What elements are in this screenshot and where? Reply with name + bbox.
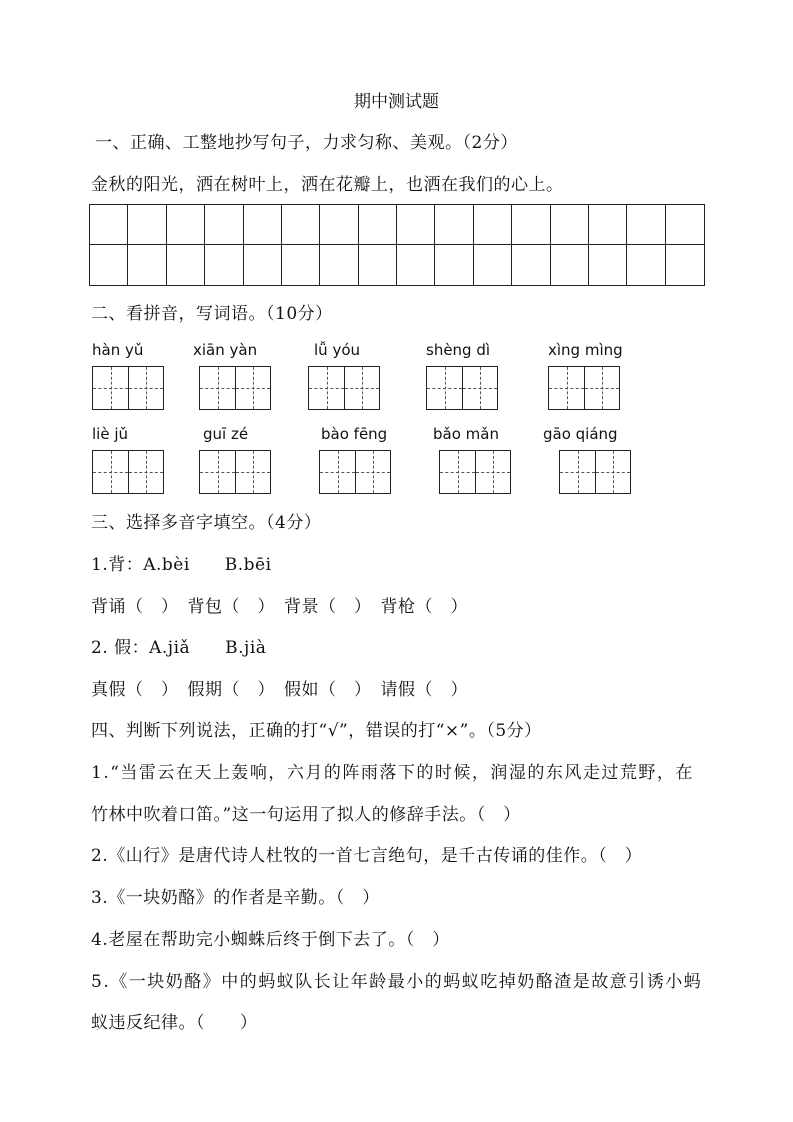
pinyin-label: hàn yǔ (92, 341, 144, 359)
tianzige-boxes[interactable] (439, 450, 511, 494)
copy-writing-grid[interactable] (89, 204, 705, 286)
section4-item: 蚁违反纪律。（ ） (91, 1013, 258, 1033)
section3-heading: 三、选择多音字填空。（4分） (91, 513, 322, 533)
section2-heading: 二、看拼音，写词语。（10分） (91, 304, 333, 324)
section4-item: 5.《一块奶酪》中的蚂蚁队长让年龄最小的蚂蚁吃掉奶酪渣是故意引诱小蚂 (91, 972, 703, 992)
tianzige-boxes[interactable] (308, 366, 380, 410)
pinyin-label: guī zé (203, 425, 249, 443)
pinyin-word (433, 425, 499, 443)
section1-sentence: 金秋的阳光，洒在树叶上，洒在花瓣上，也洒在我们的心上。 (91, 175, 564, 195)
pinyin-word (543, 425, 618, 443)
pinyin-label: gāo qiáng (543, 425, 618, 443)
section3-q2-options: 真假（ ） 假期（ ） 假如（ ） 请假（ ） (91, 680, 468, 700)
tianzige-boxes[interactable] (199, 450, 271, 494)
tianzige-boxes[interactable] (548, 366, 620, 410)
page-title: 期中测试题 (354, 92, 439, 112)
section4-item: 2.《山行》是唐代诗人杜牧的一首七言绝句，是千古传诵的佳作。（ ） (91, 846, 643, 866)
section3-q2: 2. 假：A.jiǎ B.jià (91, 638, 267, 658)
tianzige-boxes[interactable] (199, 366, 271, 410)
section4-item: 4.老屋在帮助完小蜘蛛后终于倒下去了。（ ） (91, 930, 450, 950)
section4-heading: 四、判断下列说法，正确的打“√”，错误的打“×”。（5分） (91, 721, 542, 741)
pinyin-word (548, 341, 623, 359)
section1-heading: 一、正确、工整地抄写句子，力求匀称、美观。（2分） (95, 133, 518, 153)
pinyin-label: shèng dì (426, 341, 491, 359)
pinyin-word (92, 425, 128, 443)
pinyin-word (193, 341, 257, 359)
pinyin-label: xiān yàn (193, 341, 258, 359)
tianzige-boxes[interactable] (319, 450, 391, 494)
pinyin-label: bào fēng (321, 425, 388, 443)
pinyin-word (321, 425, 387, 443)
pinyin-word (92, 341, 143, 359)
section4-item: 3.《一块奶酪》的作者是辛勤。（ ） (91, 888, 380, 908)
tianzige-boxes[interactable] (92, 450, 164, 494)
pinyin-label: xìng mìng (548, 341, 623, 359)
pinyin-label: bǎo mǎn (433, 425, 499, 443)
tianzige-boxes[interactable] (559, 450, 631, 494)
pinyin-word (426, 341, 490, 359)
pinyin-label: lǚ yóu (314, 341, 361, 359)
section4-item: 1.“当雷云在天上轰响，六月的阵雨落下的时候，润湿的东风走过荒野，在 (91, 763, 694, 783)
section3-q1-options: 背诵（ ） 背包（ ） 背景（ ） 背枪（ ） (91, 597, 468, 617)
section3-q1: 1.背：A.bèi B.bēi (91, 555, 272, 575)
pinyin-word (314, 341, 360, 359)
section4-item: 竹林中吹着口笛。”这一句运用了拟人的修辞手法。（ ） (91, 805, 521, 825)
tianzige-boxes[interactable] (92, 366, 164, 410)
pinyin-label: liè jǔ (92, 425, 129, 443)
tianzige-boxes[interactable] (426, 366, 498, 410)
pinyin-word (203, 425, 248, 443)
